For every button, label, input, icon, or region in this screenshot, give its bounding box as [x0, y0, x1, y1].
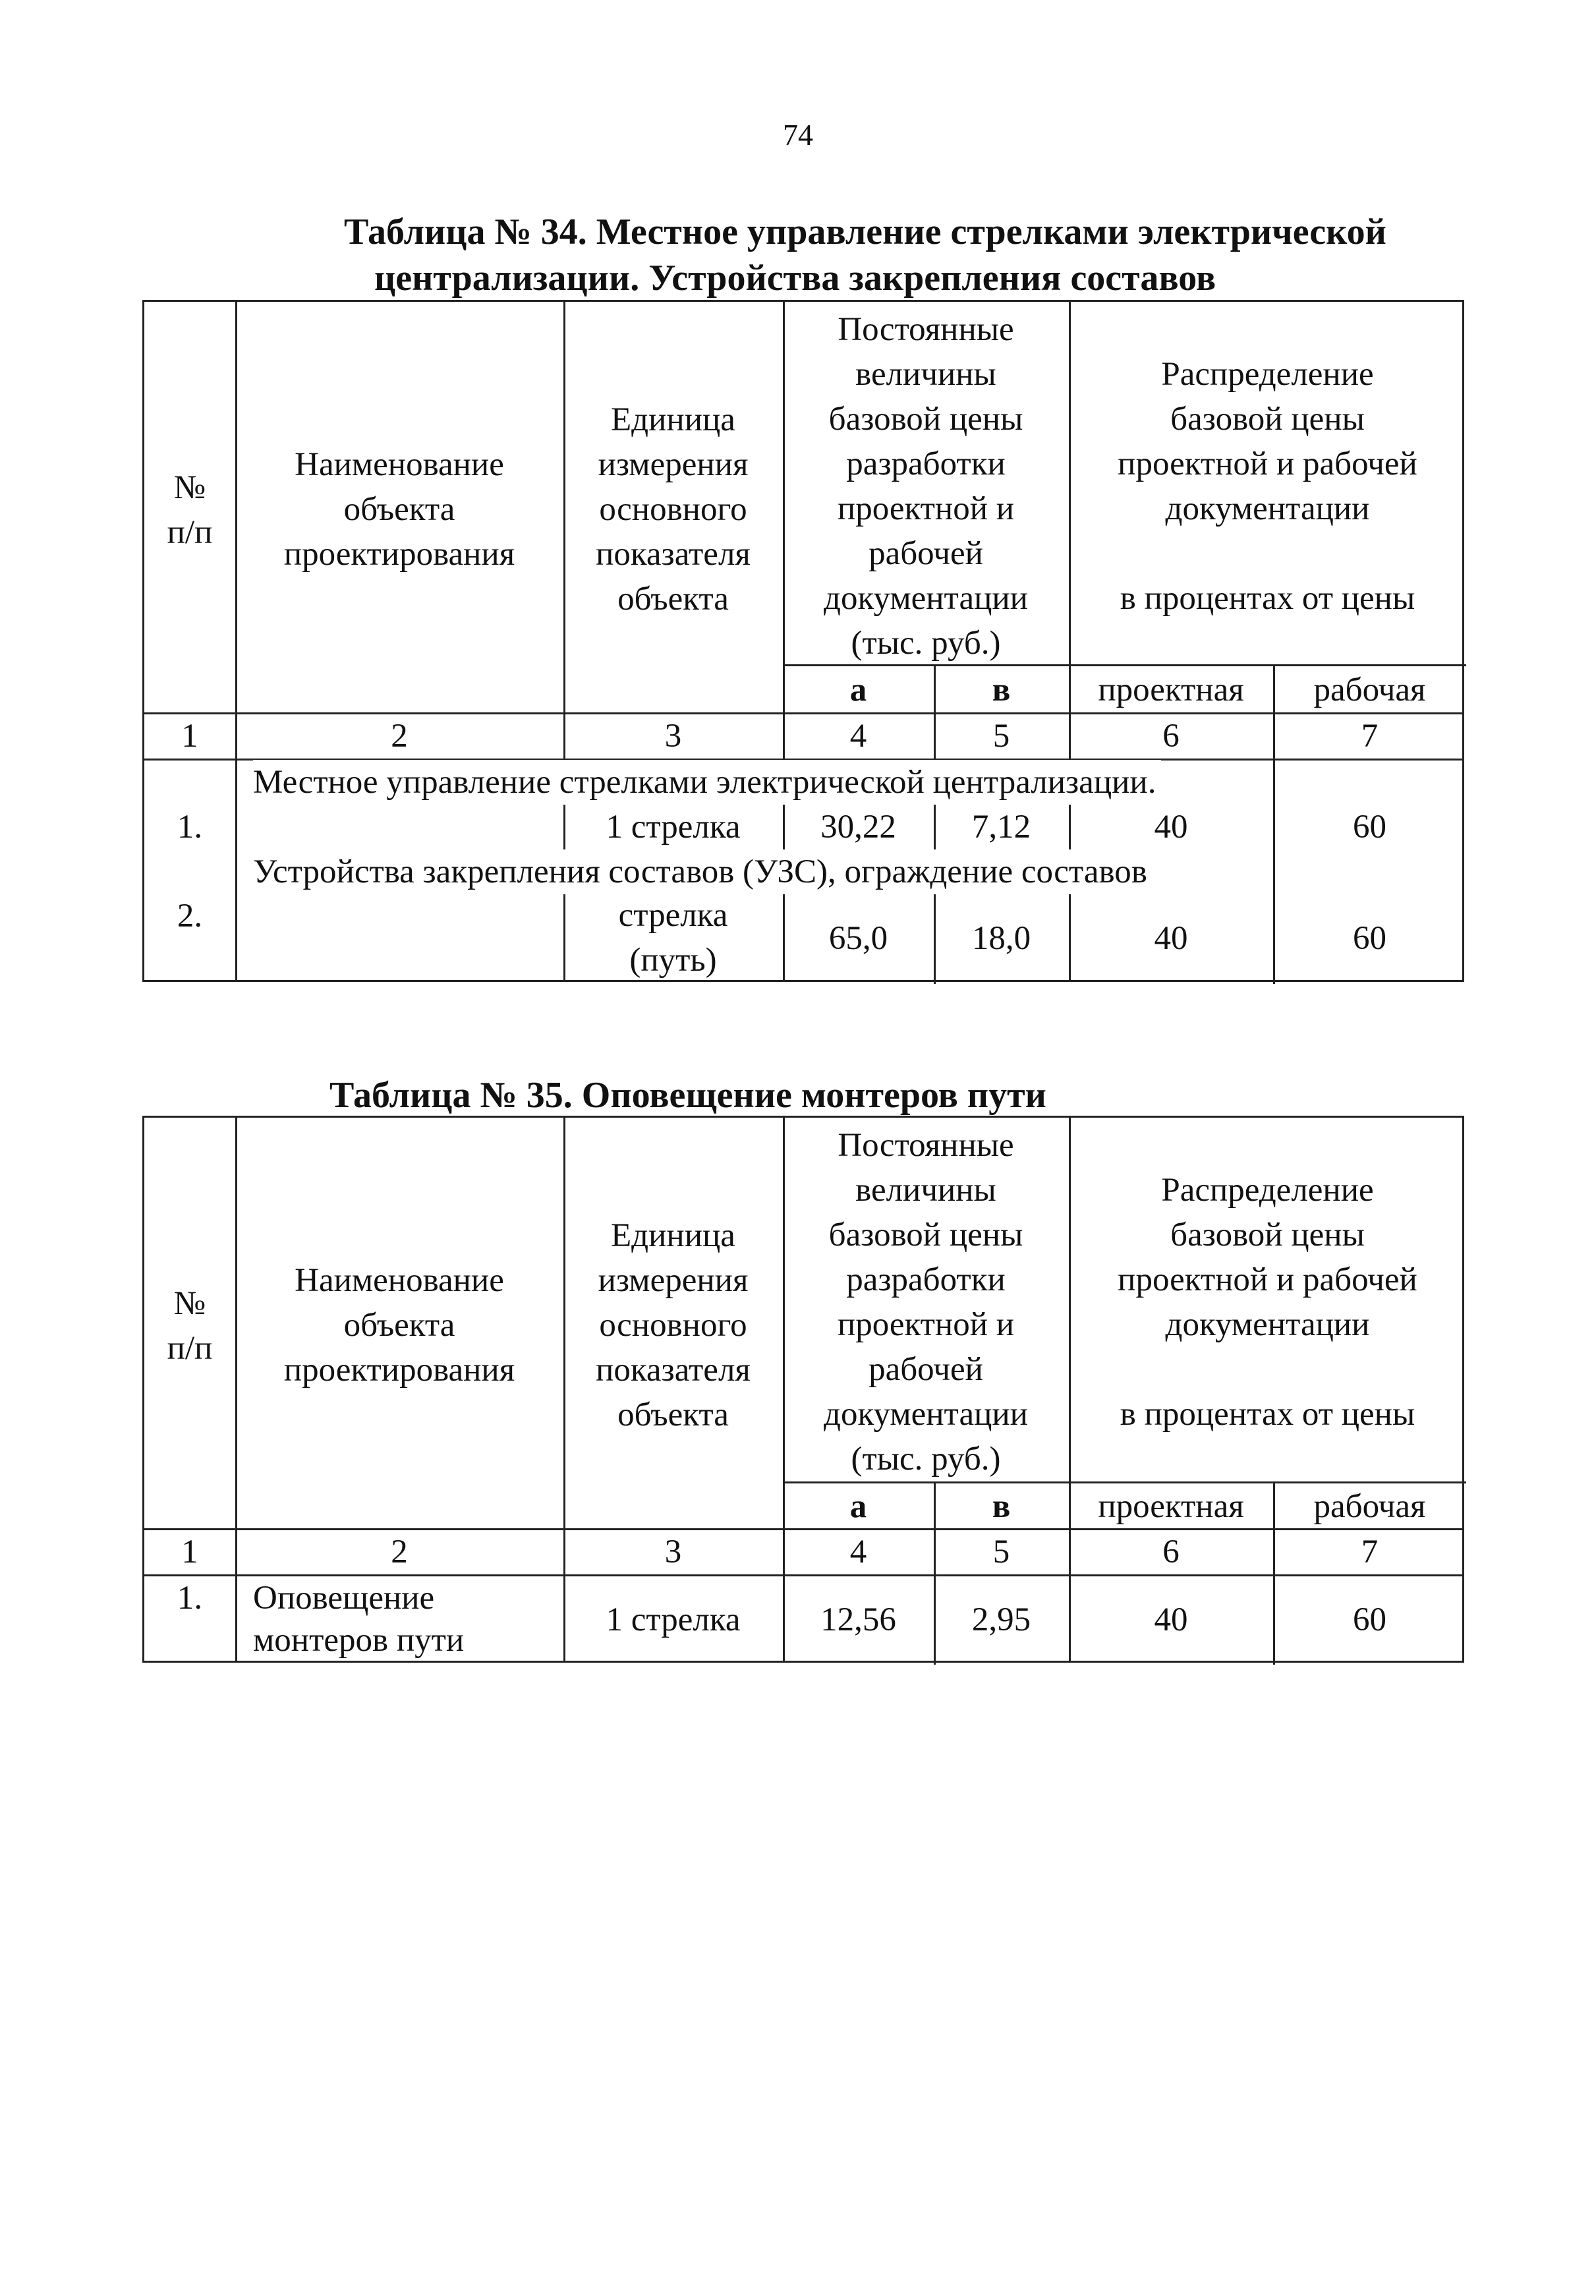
row-1-work-percent: 60 [1353, 809, 1386, 846]
header-price-line-4: разработки [846, 1261, 1006, 1298]
header-price-line-7: документации [824, 1396, 1028, 1433]
table-34 [142, 300, 1464, 982]
header-name-line-3: проектирования [283, 1352, 515, 1389]
header-price-line-7: документации [824, 580, 1028, 617]
header-sub-work: рабочая [1313, 1488, 1426, 1525]
table-34-caption-line-2: централизации. Устройства закрепления составов [374, 258, 1216, 299]
row-1-price-a: 12,56 [820, 1601, 896, 1638]
header-unit-line-2: измерения [598, 446, 749, 483]
header-unit-line-5: объекта [617, 1396, 729, 1433]
header-sub-a: а [849, 672, 867, 708]
header-distribution-line-2: базовой цены [1170, 1217, 1365, 1253]
row-2-num: 2. [177, 898, 203, 934]
header-name-line-2: объекта [343, 1307, 455, 1344]
row-2-unit-line-1: стрелка [618, 897, 728, 934]
column-number-7: 7 [1361, 718, 1379, 755]
column-number-2: 2 [391, 718, 408, 755]
header-price-line-2: величины [855, 356, 996, 393]
column-number-7: 7 [1361, 1534, 1379, 1570]
header-price-line-8: (тыс. руб.) [851, 1441, 1001, 1478]
row-1-name-line-1: Оповещение [253, 1580, 435, 1617]
header-distribution-line-2: базовой цены [1170, 401, 1365, 438]
header-price-line-1: Постоянные [838, 1127, 1014, 1164]
header-num-line-2: п/п [167, 514, 213, 551]
table-35 [142, 1116, 1464, 1663]
header-name-line-1: Наименование [295, 1262, 504, 1299]
header-price-line-6: рабочей [869, 1351, 983, 1388]
row-2-price-b: 18,0 [971, 920, 1031, 957]
row-2-project-percent: 40 [1154, 920, 1188, 957]
header-unit-line-4: показателя [596, 536, 751, 573]
row-1-project-percent: 40 [1154, 1601, 1188, 1638]
header-sub-project: проектная [1098, 1488, 1244, 1525]
row-1-num: 1. [177, 1580, 203, 1617]
column-number-5: 5 [992, 718, 1010, 755]
table-35-caption: Таблица № 35. Оповещение монтеров пути [329, 1075, 1046, 1116]
header-sub-b: в [992, 1488, 1011, 1525]
column-number-6: 6 [1162, 1534, 1180, 1570]
row-2-unit-line-2: (путь) [629, 942, 717, 979]
header-distribution-line-3: проектной и рабочей [1118, 445, 1417, 482]
header-price-line-1: Постоянные [838, 311, 1014, 348]
grid-line [783, 1481, 1466, 1483]
header-distribution-line-1: Распределение [1161, 1172, 1374, 1209]
column-number-4: 4 [849, 1534, 867, 1570]
header-sub-b: в [992, 672, 1011, 708]
header-unit-line-5: объекта [617, 581, 729, 617]
header-name-line-1: Наименование [295, 446, 504, 483]
page-number: 74 [783, 118, 813, 152]
header-price-line-3: базовой цены [828, 1217, 1023, 1253]
header-name-line-3: проектирования [283, 536, 515, 573]
row-2-price-a: 65,0 [828, 920, 888, 957]
header-unit-line-1: Единица [611, 401, 735, 438]
header-unit-line-1: Единица [611, 1217, 735, 1254]
column-number-2: 2 [391, 1534, 408, 1570]
row-1-num: 1. [177, 809, 203, 846]
header-distribution-line-1: Распределение [1161, 356, 1374, 393]
header-price-line-5: проектной и [837, 1306, 1015, 1343]
header-unit-line-4: показателя [596, 1352, 751, 1389]
row-1-price-b: 2,95 [971, 1601, 1031, 1638]
header-price-line-5: проектной и [837, 490, 1015, 527]
header-num-line-1: № [173, 1285, 206, 1322]
column-number-1: 1 [181, 718, 198, 755]
header-price-line-8: (тыс. руб.) [851, 625, 1001, 662]
grid-line [235, 302, 237, 980]
column-number-6: 6 [1162, 718, 1180, 755]
column-number-3: 3 [664, 1534, 682, 1570]
row-1-name-line-2: монтеров пути [253, 1622, 465, 1659]
row-1-unit: 1 стрелка [606, 809, 741, 846]
row-1-section-title: Местное управление стрелками электрической централизации. [253, 760, 1161, 805]
column-number-5: 5 [992, 1534, 1010, 1570]
table-34-caption-line-1: Таблица № 34. Местное управление стрелками электрической [344, 212, 1386, 252]
header-sub-project: проектная [1098, 672, 1244, 708]
header-num-line-2: п/п [167, 1330, 213, 1367]
header-price-line-2: величины [855, 1172, 996, 1209]
row-1-unit: 1 стрелка [606, 1601, 741, 1638]
header-sub-a: а [849, 1488, 867, 1525]
header-distribution-percent: в процентах от цены [1120, 1396, 1415, 1433]
header-unit-line-3: основного [599, 1307, 747, 1344]
header-distribution-line-4: документации [1165, 1306, 1370, 1343]
column-number-1: 1 [181, 1534, 198, 1570]
header-name-line-2: объекта [343, 491, 455, 528]
column-number-3: 3 [664, 718, 682, 755]
header-distribution-line-3: проектной и рабочей [1118, 1261, 1417, 1298]
header-price-line-4: разработки [846, 445, 1006, 482]
column-number-4: 4 [849, 718, 867, 755]
row-1-project-percent: 40 [1154, 809, 1188, 846]
header-num-line-1: № [173, 469, 206, 506]
header-distribution-line-4: документации [1165, 490, 1370, 527]
row-2-section-title: Устройства закрепления составов (УЗС), ограждение составов [253, 849, 1153, 894]
header-sub-work: рабочая [1313, 672, 1426, 708]
header-distribution-percent: в процентах от цены [1120, 580, 1415, 617]
header-unit-line-2: измерения [598, 1262, 749, 1299]
row-2-work-percent: 60 [1353, 920, 1386, 957]
header-price-line-3: базовой цены [828, 401, 1023, 438]
row-1-work-percent: 60 [1353, 1601, 1386, 1638]
header-price-line-6: рабочей [869, 535, 983, 572]
row-1-price-a: 30,22 [820, 809, 896, 846]
header-unit-line-3: основного [599, 491, 747, 528]
row-1-price-b: 7,12 [971, 809, 1031, 846]
